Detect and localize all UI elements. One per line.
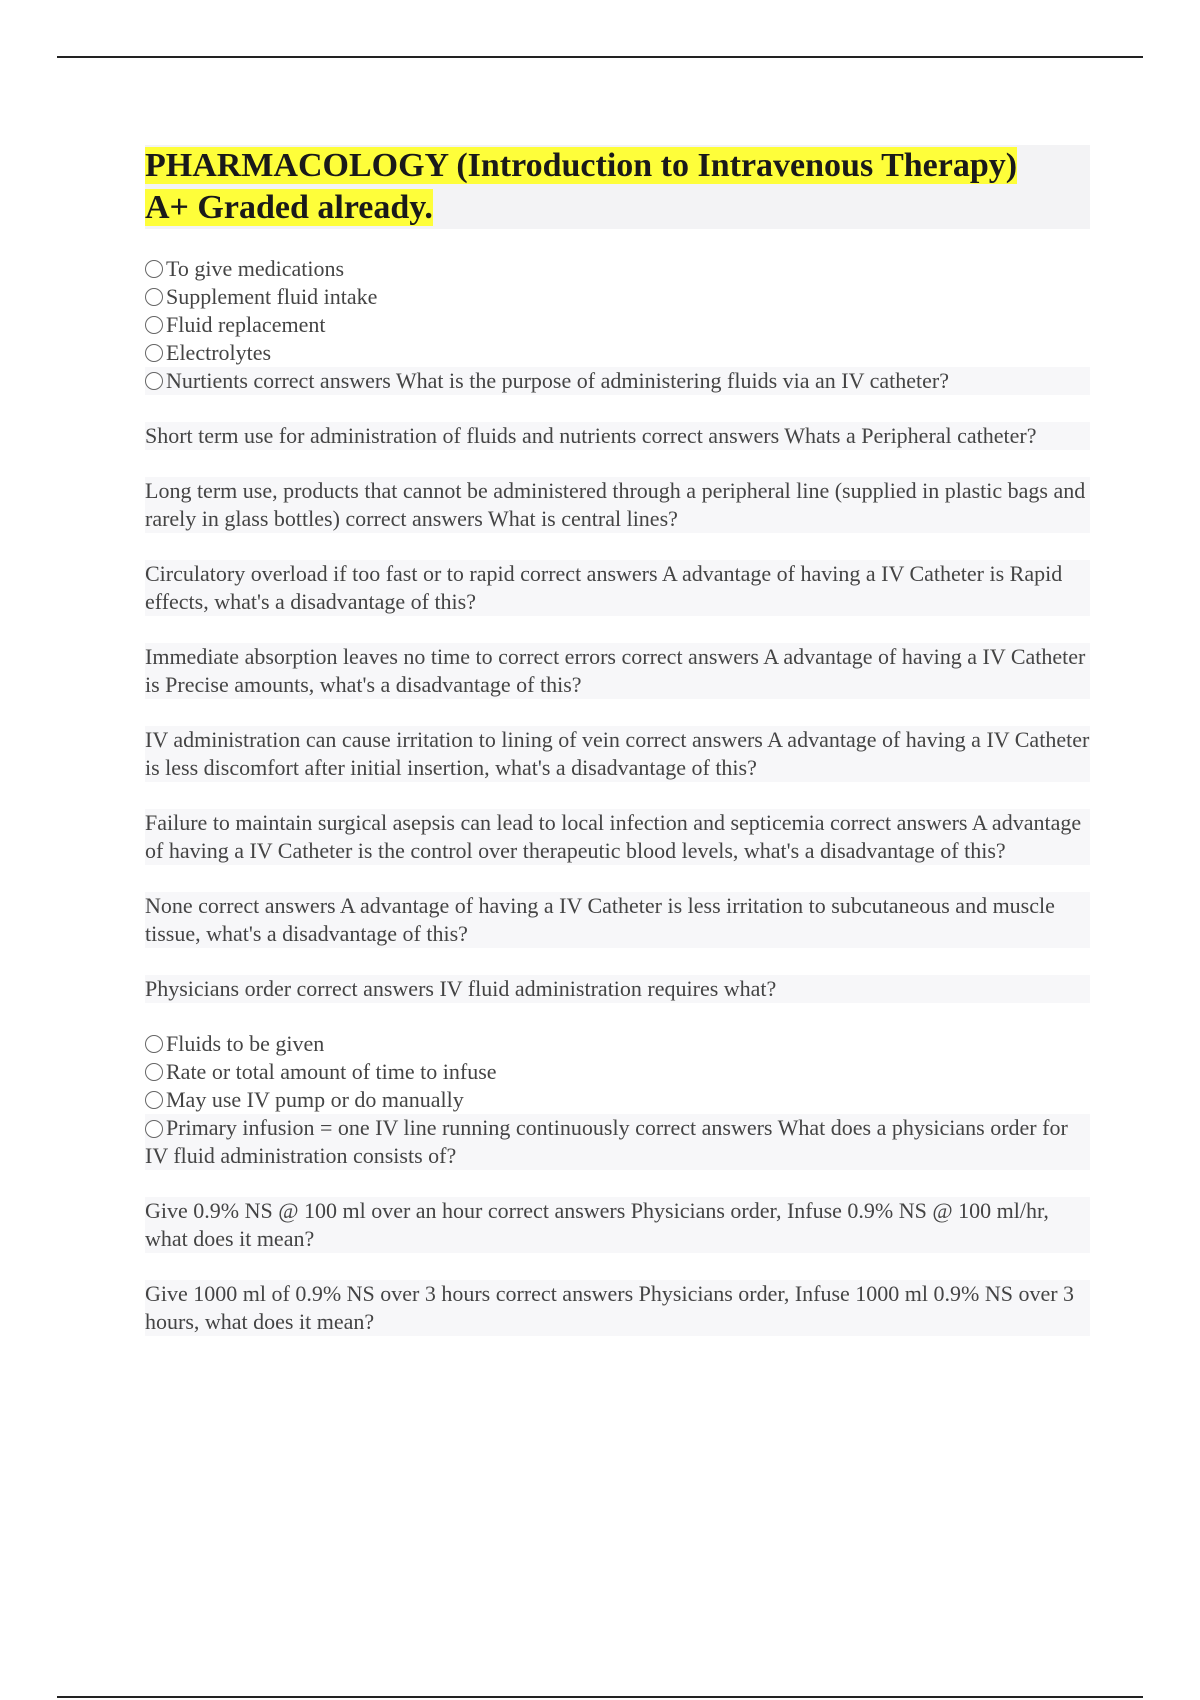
bottom-rule <box>57 1696 1143 1698</box>
radio-circle-icon <box>145 1091 163 1109</box>
qa-paragraph: Failure to maintain surgical asepsis can lead to local infection and septicemia correct answers A advantage of having a IV Catheter is the control over therapeutic blood levels, what's a disadvantage of this? <box>145 809 1090 865</box>
list-item: Supplement fluid intake <box>145 283 1090 311</box>
radio-circle-icon <box>145 1120 163 1138</box>
qa-paragraph: Circulatory overload if too fast or to rapid correct answers A advantage of having a IV Catheter is Rapid effects, what's a disadvantage of this? <box>145 560 1090 616</box>
list-item: Fluid replacement <box>145 311 1090 339</box>
radio-circle-icon <box>145 316 163 334</box>
document-body <box>145 145 1090 1336</box>
radio-circle-icon <box>145 372 163 390</box>
document-title <box>145 145 1090 229</box>
list-item: May use IV pump or do manually <box>145 1086 1090 1114</box>
qa-paragraph: Immediate absorption leaves no time to correct errors correct answers A advantage of having a IV Catheter is Precise amounts, what's a disadvantage of this? <box>145 643 1090 699</box>
radio-circle-icon <box>145 288 163 306</box>
qa-paragraph: Give 1000 ml of 0.9% NS over 3 hours correct answers Physicians order, Infuse 1000 ml 0.9% NS over 3 hours, what does it mean? <box>145 1280 1090 1336</box>
qa-paragraph: IV administration can cause irritation to lining of vein correct answers A advantage of having a IV Catheter is less discomfort after initial insertion, what's a disadvantage of this? <box>145 727 1090 780</box>
title-line-2: A+ Graded already. <box>145 189 433 226</box>
list-item: Fluids to be given <box>145 1030 1090 1058</box>
list-item: To give medications <box>145 255 1090 283</box>
qa-paragraph: Long term use, products that cannot be administered through a peripheral line (supplied in plastic bags and rarely in glass bottles) correct answers What is central lines? <box>145 477 1090 533</box>
list-item: Nurtients correct answers What is the purpose of administering fluids via an IV catheter? <box>145 367 1090 395</box>
option-list-1 <box>145 255 1090 395</box>
qa-paragraph: Give 0.9% NS @ 100 ml over an hour correct answers Physicians order, Infuse 0.9% NS @ 100 ml/hr, what does it mean? <box>145 1197 1090 1253</box>
qa-paragraph: None correct answers A advantage of having a IV Catheter is less irritation to subcutaneous and muscle tissue, what's a disadvantage of this? <box>145 892 1090 948</box>
qa-paragraph: Physicians order correct answers IV fluid administration requires what? <box>145 975 1090 1003</box>
list-item: Primary infusion = one IV line running continuously correct answers What does a physicians order for IV fluid administration consists of? <box>145 1114 1090 1170</box>
radio-circle-icon <box>145 1035 163 1053</box>
list-item: Electrolytes <box>145 339 1090 367</box>
radio-circle-icon <box>145 1063 163 1081</box>
list-item: Rate or total amount of time to infuse <box>145 1058 1090 1086</box>
top-rule <box>57 56 1143 58</box>
option-list-2 <box>145 1030 1090 1170</box>
title-line-1: PHARMACOLOGY (Introduction to Intravenous Therapy) <box>145 147 1018 184</box>
radio-circle-icon <box>145 260 163 278</box>
radio-circle-icon <box>145 344 163 362</box>
qa-paragraph: Short term use for administration of fluids and nutrients correct answers Whats a Peripheral catheter? <box>145 422 1090 450</box>
